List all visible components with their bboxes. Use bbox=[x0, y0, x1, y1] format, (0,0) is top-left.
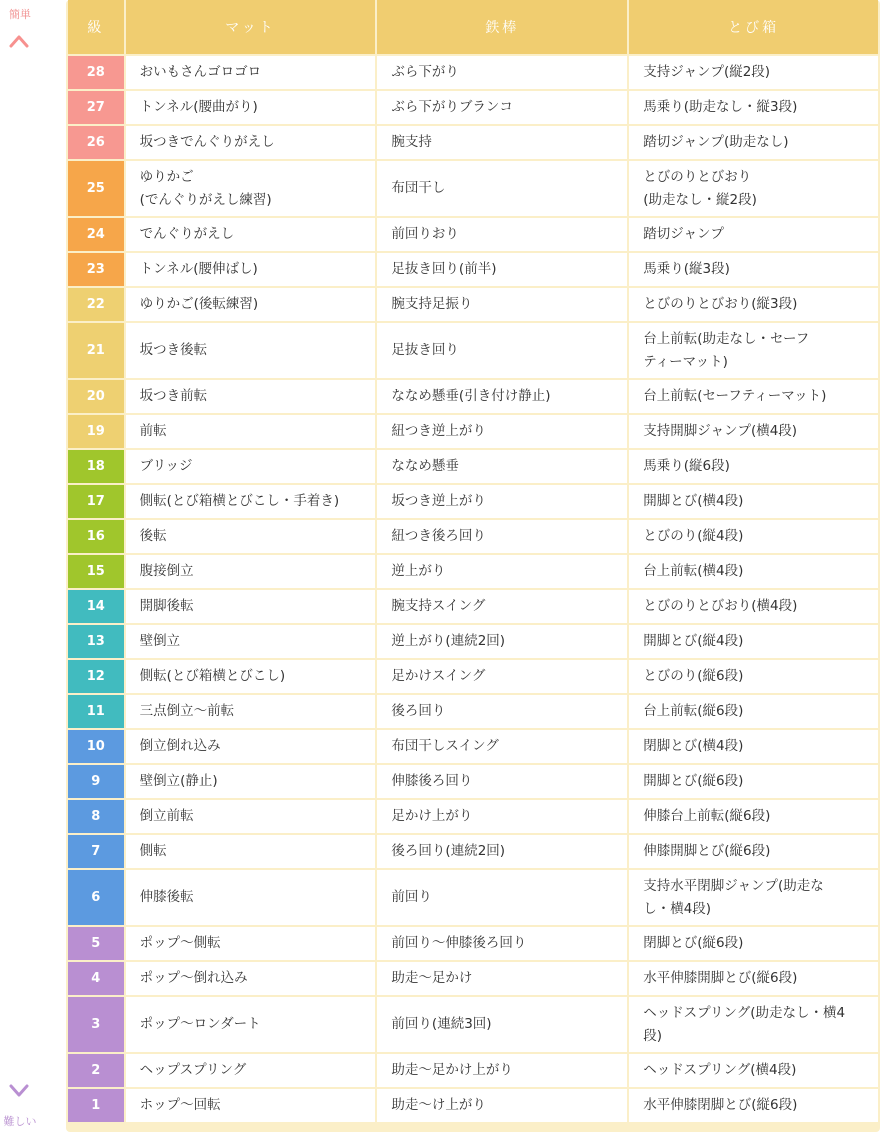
box-cell: 水平伸膝開脚とび(縦6段) bbox=[629, 962, 878, 995]
box-cell: とびのりとびおり (助走なし・縦2段) bbox=[629, 161, 878, 216]
level-cell: 14 bbox=[68, 590, 124, 623]
table-row bbox=[68, 1089, 878, 1122]
bar-cell: 逆上がり(連続2回) bbox=[377, 625, 627, 658]
bar-cell: 足かけスイング bbox=[377, 660, 627, 693]
box-cell: 開脚とび(縦4段) bbox=[629, 625, 878, 658]
mat-cell: 坂つき後転 bbox=[126, 323, 376, 378]
mat-cell: ホップ〜回転 bbox=[126, 1089, 376, 1122]
mat-cell: 倒立倒れ込み bbox=[126, 730, 376, 763]
mat-cell: ブリッジ bbox=[126, 450, 376, 483]
level-cell: 24 bbox=[68, 218, 124, 251]
level-cell: 25 bbox=[68, 161, 124, 216]
table-row bbox=[68, 253, 878, 286]
scale-easy-label: 簡単 bbox=[9, 8, 31, 21]
table-row bbox=[68, 695, 878, 728]
bar-cell: 布団干し bbox=[377, 161, 627, 216]
level-cell: 28 bbox=[68, 56, 124, 89]
table-row bbox=[68, 56, 878, 89]
level-cell: 9 bbox=[68, 765, 124, 798]
bar-cell: 前回り(連続3回) bbox=[377, 997, 627, 1052]
scale-hard-label: 難しい bbox=[3, 1115, 37, 1128]
bar-cell: 前回り bbox=[377, 870, 627, 925]
box-cell: 台上前転(縦6段) bbox=[629, 695, 878, 728]
bar-cell: 紐つき後ろ回り bbox=[377, 520, 627, 553]
box-cell: 閉脚とび(縦6段) bbox=[629, 927, 878, 960]
table-row bbox=[68, 590, 878, 623]
mat-cell: 坂つき前転 bbox=[126, 380, 376, 413]
bar-cell: ななめ懸垂 bbox=[377, 450, 627, 483]
box-cell: とびのり(縦4段) bbox=[629, 520, 878, 553]
level-cell: 16 bbox=[68, 520, 124, 553]
level-cell: 1 bbox=[68, 1089, 124, 1122]
mat-cell: 腹接倒立 bbox=[126, 555, 376, 588]
table-row bbox=[68, 997, 878, 1052]
mat-cell: ポップ〜側転 bbox=[126, 927, 376, 960]
level-cell: 12 bbox=[68, 660, 124, 693]
bar-cell: 足抜き回り(前半) bbox=[377, 253, 627, 286]
table-row bbox=[68, 555, 878, 588]
mat-cell: 三点倒立〜前転 bbox=[126, 695, 376, 728]
box-cell: ヘッドスプリング(助走なし・横4 段) bbox=[629, 997, 878, 1052]
bar-cell: 腕支持 bbox=[377, 126, 627, 159]
box-cell: 開脚とび(縦6段) bbox=[629, 765, 878, 798]
difficulty-arrow-icon bbox=[8, 34, 30, 1100]
table-row bbox=[68, 288, 878, 321]
box-cell: 伸膝台上前転(縦6段) bbox=[629, 800, 878, 833]
box-cell: 踏切ジャンプ bbox=[629, 218, 878, 251]
box-cell: 台上前転(助走なし・セーフ ティーマット) bbox=[629, 323, 878, 378]
table-header-row bbox=[68, 0, 878, 54]
mat-cell: ポップ〜ロンダート bbox=[126, 997, 376, 1052]
level-cell: 4 bbox=[68, 962, 124, 995]
bar-cell: 助走〜け上がり bbox=[377, 1089, 627, 1122]
level-cell: 10 bbox=[68, 730, 124, 763]
box-cell: 支持ジャンプ(縦2段) bbox=[629, 56, 878, 89]
header-mat: マット bbox=[126, 0, 376, 54]
level-cell: 19 bbox=[68, 415, 124, 448]
box-cell: 支持水平閉脚ジャンプ(助走な し・横4段) bbox=[629, 870, 878, 925]
table-row bbox=[68, 415, 878, 448]
table-row bbox=[68, 870, 878, 925]
header-box: とび箱 bbox=[629, 0, 878, 54]
bar-cell: 後ろ回り(連続2回) bbox=[377, 835, 627, 868]
table-row bbox=[68, 323, 878, 378]
table-row bbox=[68, 485, 878, 518]
box-cell: 支持開脚ジャンプ(横4段) bbox=[629, 415, 878, 448]
bar-cell: 坂つき逆上がり bbox=[377, 485, 627, 518]
level-cell: 2 bbox=[68, 1054, 124, 1087]
table-row bbox=[68, 835, 878, 868]
skill-level-table bbox=[66, 0, 880, 1132]
mat-cell: ゆりかご (でんぐりがえし練習) bbox=[126, 161, 376, 216]
level-cell: 23 bbox=[68, 253, 124, 286]
bar-cell: 逆上がり bbox=[377, 555, 627, 588]
table-row bbox=[68, 1054, 878, 1087]
table-row bbox=[68, 800, 878, 833]
mat-cell: 開脚後転 bbox=[126, 590, 376, 623]
mat-cell: 壁倒立(静止) bbox=[126, 765, 376, 798]
bar-cell: 伸膝後ろ回り bbox=[377, 765, 627, 798]
mat-cell: 坂つきでんぐりがえし bbox=[126, 126, 376, 159]
table-row bbox=[68, 91, 878, 124]
level-cell: 27 bbox=[68, 91, 124, 124]
bar-cell: 足かけ上がり bbox=[377, 800, 627, 833]
level-cell: 6 bbox=[68, 870, 124, 925]
level-cell: 21 bbox=[68, 323, 124, 378]
box-cell: 踏切ジャンプ(助走なし) bbox=[629, 126, 878, 159]
level-cell: 7 bbox=[68, 835, 124, 868]
bar-cell: ななめ懸垂(引き付け静止) bbox=[377, 380, 627, 413]
box-cell: 馬乗り(縦3段) bbox=[629, 253, 878, 286]
level-cell: 11 bbox=[68, 695, 124, 728]
level-cell: 20 bbox=[68, 380, 124, 413]
table-row bbox=[68, 927, 878, 960]
level-cell: 8 bbox=[68, 800, 124, 833]
bar-cell: 布団干しスイング bbox=[377, 730, 627, 763]
mat-cell: 後転 bbox=[126, 520, 376, 553]
header-bar: 鉄棒 bbox=[377, 0, 627, 54]
box-cell: 水平伸膝閉脚とび(縦6段) bbox=[629, 1089, 878, 1122]
box-cell: 台上前転(横4段) bbox=[629, 555, 878, 588]
table-row bbox=[68, 730, 878, 763]
mat-cell: 倒立前転 bbox=[126, 800, 376, 833]
box-cell: とびのりとびおり(横4段) bbox=[629, 590, 878, 623]
box-cell: 馬乗り(縦6段) bbox=[629, 450, 878, 483]
table-row bbox=[68, 380, 878, 413]
mat-cell: トンネル(腰伸ばし) bbox=[126, 253, 376, 286]
box-cell: とびのり(縦6段) bbox=[629, 660, 878, 693]
box-cell: 馬乗り(助走なし・縦3段) bbox=[629, 91, 878, 124]
level-cell: 5 bbox=[68, 927, 124, 960]
table-row bbox=[68, 161, 878, 216]
box-cell: とびのりとびおり(縦3段) bbox=[629, 288, 878, 321]
bar-cell: ぶら下がり bbox=[377, 56, 627, 89]
table-row bbox=[68, 520, 878, 553]
mat-cell: 前転 bbox=[126, 415, 376, 448]
box-cell: ヘッドスプリング(横4段) bbox=[629, 1054, 878, 1087]
bar-cell: 前回り〜伸膝後ろ回り bbox=[377, 927, 627, 960]
mat-cell: ゆりかご(後転練習) bbox=[126, 288, 376, 321]
bar-cell: 前回りおり bbox=[377, 218, 627, 251]
table-row bbox=[68, 765, 878, 798]
level-cell: 22 bbox=[68, 288, 124, 321]
table-row bbox=[68, 126, 878, 159]
bar-cell: 紐つき逆上がり bbox=[377, 415, 627, 448]
bar-cell: 助走〜足かけ bbox=[377, 962, 627, 995]
bar-cell: 腕支持足振り bbox=[377, 288, 627, 321]
table-row bbox=[68, 625, 878, 658]
bar-cell: 助走〜足かけ上がり bbox=[377, 1054, 627, 1087]
level-cell: 15 bbox=[68, 555, 124, 588]
level-cell: 26 bbox=[68, 126, 124, 159]
box-cell: 閉脚とび(横4段) bbox=[629, 730, 878, 763]
level-cell: 13 bbox=[68, 625, 124, 658]
mat-cell: 側転 bbox=[126, 835, 376, 868]
bar-cell: 後ろ回り bbox=[377, 695, 627, 728]
level-cell: 18 bbox=[68, 450, 124, 483]
mat-cell: でんぐりがえし bbox=[126, 218, 376, 251]
mat-cell: おいもさんゴロゴロ bbox=[126, 56, 376, 89]
mat-cell: 側転(とび箱横とびこし) bbox=[126, 660, 376, 693]
table-row bbox=[68, 962, 878, 995]
table-row bbox=[68, 450, 878, 483]
mat-cell: 伸膝後転 bbox=[126, 870, 376, 925]
mat-cell: ポップ〜倒れ込み bbox=[126, 962, 376, 995]
mat-cell: トンネル(腰曲がり) bbox=[126, 91, 376, 124]
mat-cell: ヘップスプリング bbox=[126, 1054, 376, 1087]
mat-cell: 壁倒立 bbox=[126, 625, 376, 658]
bar-cell: ぶら下がりブランコ bbox=[377, 91, 627, 124]
level-cell: 17 bbox=[68, 485, 124, 518]
box-cell: 開脚とび(横4段) bbox=[629, 485, 878, 518]
header-level: 級 bbox=[68, 0, 124, 54]
mat-cell: 側転(とび箱横とびこし・手着き) bbox=[126, 485, 376, 518]
table-row bbox=[68, 218, 878, 251]
difficulty-scale bbox=[0, 0, 64, 1132]
level-cell: 3 bbox=[68, 997, 124, 1052]
bar-cell: 腕支持スイング bbox=[377, 590, 627, 623]
bar-cell: 足抜き回り bbox=[377, 323, 627, 378]
table-row bbox=[68, 660, 878, 693]
box-cell: 伸膝開脚とび(縦6段) bbox=[629, 835, 878, 868]
box-cell: 台上前転(セーフティーマット) bbox=[629, 380, 878, 413]
